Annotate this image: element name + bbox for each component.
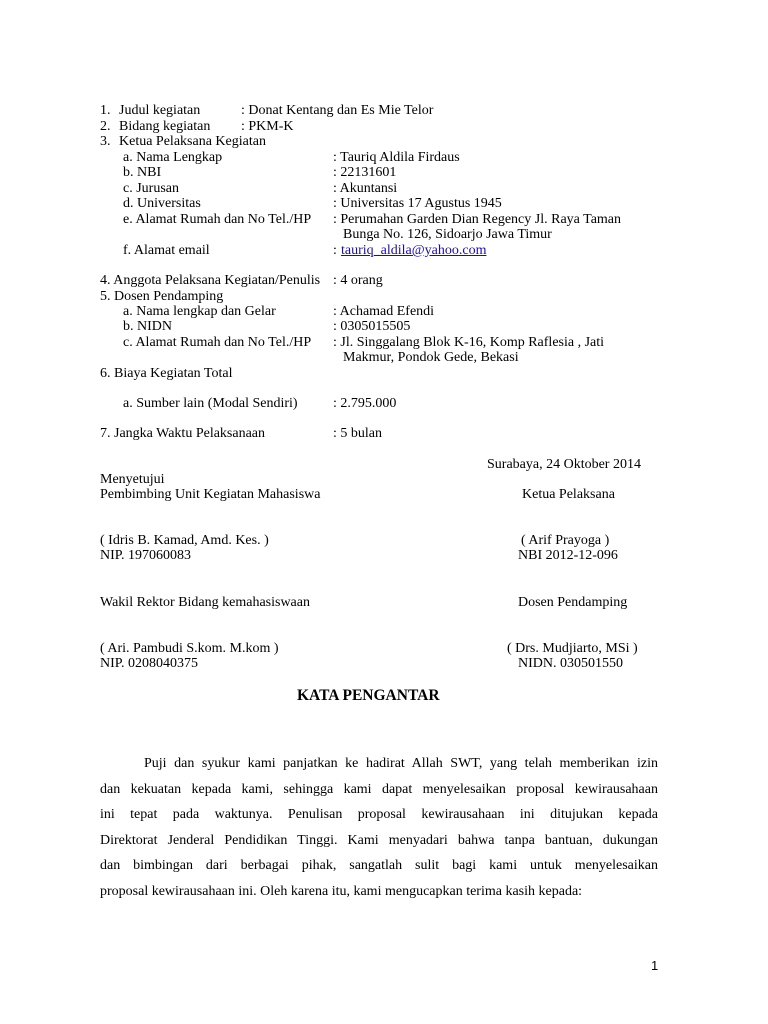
item-3f-label: f. Alamat email [123,243,210,258]
foreword-line: Direktorat Jenderal Pendidikan Tinggi. Kami menyadari bahwa tanpa bantuan, dukungan [100,832,658,848]
signer-left-1-name: ( Idris B. Kamad, Amd. Kes. ) [100,533,269,548]
signer-right-1-id: NBI 2012-12-096 [518,548,618,563]
item-3d-value: : Universitas 17 Agustus 1945 [333,196,502,211]
item-3e-label: e. Alamat Rumah dan No Tel./HP [123,212,312,227]
email-link[interactable]: tauriq_aldila@yahoo.com [341,243,487,258]
item-2-label: Bidang kegiatan [119,119,211,134]
item-3b-value: : 22131601 [333,165,397,180]
foreword-line: Puji dan syukur kami panjatkan ke hadirat Allah SWT, yang telah memberikan izin [144,756,658,771]
signer-right-2-id: NIDN. 030501550 [518,656,623,671]
signer-right-2-name: ( Drs. Mudjiarto, MSi ) [507,641,638,656]
item-6-label: 6. Biaya Kegiatan Total [100,366,233,381]
item-6a-label: a. Sumber lain (Modal Sendiri) [123,396,298,411]
foreword-line: dan kekuatan kepada kami, sehingga kami dapat menyelesaikan proposal kewirausahaan [100,781,658,797]
item-5c-value: : Jl. Singgalang Blok K-16, Komp Raflesia , Jati [333,335,605,350]
foreword-paragraph [100,751,658,904]
signer-left-1-id: NIP. 197060083 [100,548,192,563]
item-5b-value: : 0305015505 [333,319,411,334]
item-3e-value: : Perumahan Garden Dian Regency Jl. Raya Taman [333,212,622,227]
item-3e-value-cont: Bunga No. 126, Sidoarjo Jawa Timur [343,227,552,242]
foreword-line: dan bimbingan dari berbagai pihak, sangatlah sulit bagi kami untuk menyelesaikan [100,858,658,873]
item-3c-label: c. Jurusan [123,181,179,196]
foreword-title: KATA PENGANTAR [297,687,440,704]
item-6a-value: : 2.795.000 [333,396,397,411]
signer-left-2-name: ( Ari. Pambudi S.kom. M.kom ) [100,641,279,656]
approval-label: Menyetujui [100,472,165,487]
item-5a-label: a. Nama lengkap dan Gelar [123,304,276,319]
signer-right-1-title: Ketua Pelaksana [522,487,615,502]
item-3d-label: d. Universitas [123,196,201,211]
foreword-line: proposal kewirausahaan ini. Oleh karena itu, kami mengucapkan terima kasih kepada: [100,883,583,899]
item-3-number: 3. [100,134,111,149]
item-3a-label: a. Nama Lengkap [123,150,223,165]
item-5a-value: : Achamad Efendi [333,304,435,319]
item-5-label: 5. Dosen Pendamping [100,289,224,304]
item-5b-label: b. NIDN [123,319,172,334]
signer-left-2-title: Wakil Rektor Bidang kemahasiswaan [100,595,310,610]
item-3-label: Ketua Pelaksana Kegiatan [119,134,266,149]
item-7-value: : 5 bulan [333,426,382,441]
item-3f-colon: : [333,243,337,258]
item-3a-value: : Tauriq Aldila Firdaus [333,150,460,165]
signer-right-2-title: Dosen Pendamping [518,595,628,610]
foreword-line: ini tepat pada waktunya. Penulisan proposal kewirausahaan ini ditujukan kepada [100,807,658,822]
item-4-value: : 4 orang [333,273,383,288]
item-1-number: 1. [100,103,111,118]
item-2-number: 2. [100,119,111,134]
signer-left-2-id: NIP. 0208040375 [100,656,199,671]
item-3b-label: b. NBI [123,165,162,180]
signer-left-1-title: Pembimbing Unit Kegiatan Mahasiswa [100,487,321,502]
item-1-label: Judul kegiatan [119,103,201,118]
item-2-value: : PKM-K [241,119,294,134]
item-7-label: 7. Jangka Waktu Pelaksanaan [100,426,266,441]
item-5c-label: c. Alamat Rumah dan No Tel./HP [123,335,312,350]
item-1-value: : Donat Kentang dan Es Mie Telor [241,103,434,118]
item-3c-value: : Akuntansi [333,181,398,196]
page-number: 1 [651,958,659,973]
item-4-label: 4. Anggota Pelaksana Kegiatan/Penulis [100,273,321,288]
place-date: Surabaya, 24 Oktober 2014 [487,457,641,472]
item-5c-value-cont: Makmur, Pondok Gede, Bekasi [343,350,519,365]
signer-right-1-name: ( Arif Prayoga ) [521,533,610,548]
